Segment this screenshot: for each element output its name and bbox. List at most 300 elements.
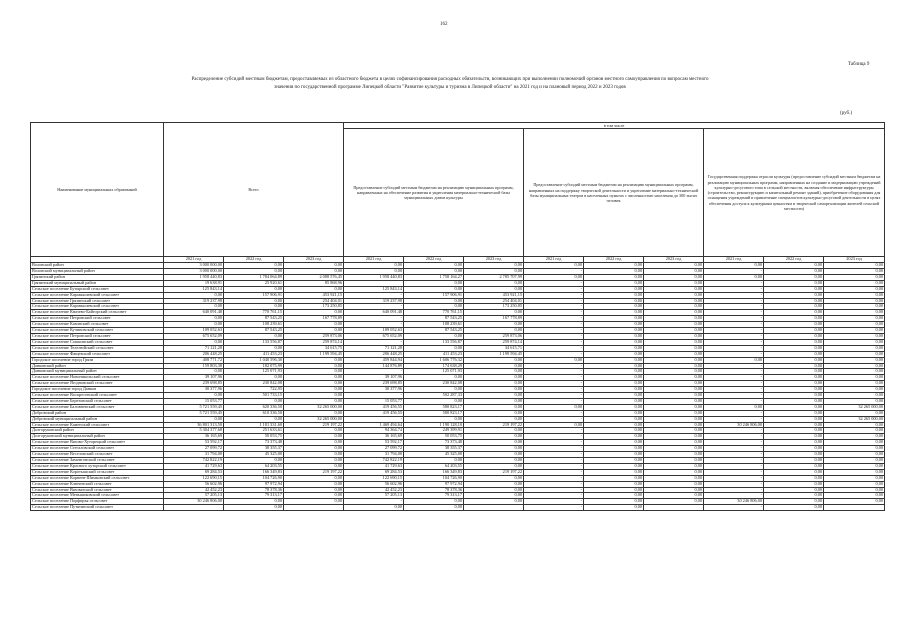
table-cell: - (704, 463, 764, 469)
table-cell: 0,00 (824, 428, 885, 434)
table-cell: 0,00 (464, 428, 524, 434)
table-cell: 0,00 (764, 357, 824, 363)
municipality-name: Сельское поселение Путятинский сельсовет (31, 505, 164, 511)
table-cell: 0,00 (824, 458, 885, 464)
table-cell: 251 633,61 (224, 428, 284, 434)
table-cell: 1 958 440,83 (164, 274, 224, 280)
table-cell: 0,00 (764, 328, 824, 334)
municipality-name: Долгоруковский район (31, 428, 164, 434)
table-cell: 0,00 (164, 369, 224, 375)
table-cell: - (524, 369, 584, 375)
municipality-name: Сельское поселение Ягодновский сельсовет (31, 381, 164, 387)
table-cell: 0,00 (764, 446, 824, 452)
table-cell: - (524, 505, 584, 511)
table-cell: - (704, 481, 764, 487)
table-cell: 0,00 (764, 422, 824, 428)
municipality-name: Данковский муниципальный район (31, 369, 164, 375)
table-cell: - (524, 428, 584, 434)
table-cell: 0,00 (404, 398, 464, 404)
table-cell: - (524, 387, 584, 393)
table-cell: 0,00 (284, 328, 344, 334)
table-cell: 0,00 (164, 339, 224, 345)
table-cell: 620 336,50 (224, 404, 284, 410)
table-cell: 30 246 806,00 (704, 499, 764, 505)
table-cell: 42 452,23 (344, 487, 404, 493)
table-cell: 0,00 (824, 387, 885, 393)
year-header: 2021 год (524, 257, 584, 263)
table-cell: 0,00 (644, 263, 704, 269)
table-cell: 104 726,90 (404, 475, 464, 481)
table-cell: 0,00 (584, 440, 644, 446)
table-cell: 0,00 (404, 499, 464, 505)
table-cell: 0,00 (224, 298, 284, 304)
municipality-name: Сельское поселение Петровский сельсовет (31, 316, 164, 322)
table-cell: - (704, 316, 764, 322)
table-cell: 770 761,15 (404, 310, 464, 316)
year-header: 2022 год (584, 257, 644, 263)
table-cell: 411 453,23 (404, 351, 464, 357)
table-cell: - (704, 328, 764, 334)
table-cell: 0,00 (824, 440, 885, 446)
table-cell: 0,00 (284, 499, 344, 505)
table-cell: 0,00 (644, 345, 704, 351)
table-cell: 0,00 (764, 387, 824, 393)
page-number: 162 (440, 22, 448, 27)
table-cell: 15 053,77 (344, 398, 404, 404)
municipality-name: Добровский район (31, 410, 164, 416)
table-cell: 0,00 (644, 369, 704, 375)
table-cell: 1 958 440,83 (344, 274, 404, 280)
table-cell: 0,00 (584, 422, 644, 428)
table-cell: 1 758 164,27 (404, 274, 464, 280)
table-cell: 5 304 377,68 (164, 428, 224, 434)
table-cell: - (524, 328, 584, 334)
table-cell: 69 284,53 (344, 469, 404, 475)
table-cell: - (344, 292, 404, 298)
table-cell: 0,00 (644, 298, 704, 304)
table-cell: 259 873,06 (284, 333, 344, 339)
table-cell: 133 556,87 (404, 339, 464, 345)
table-cell: - (524, 316, 584, 322)
table-cell: 0,00 (344, 505, 404, 511)
table-cell: 0,00 (344, 263, 404, 269)
document-title: Распределение субсидий местным бюджетам, предоставляемых из областного бюджета в целях софинансирования расходных обязательств, возникающих при выполнении полномочий органов местного самоуправления по вопросам местного значения по государственной программе Липецкой области "Развитие культуры и туризма в Липецкой области" на 2021 год и на плановый период 2022 и 2023 годов (191, 77, 709, 90)
table-cell: 0,00 (584, 387, 644, 393)
table-cell: 0,00 (464, 263, 524, 269)
table-cell: 0,00 (584, 487, 644, 493)
table-cell: 0,00 (584, 469, 644, 475)
table-cell: 0,00 (284, 487, 344, 493)
table-cell: 239 698,85 (164, 381, 224, 387)
table-cell: 0,00 (404, 263, 464, 269)
table-cell: - (524, 463, 584, 469)
year-header: 2023 год (284, 257, 344, 263)
table-cell: 0,00 (644, 292, 704, 298)
table-cell: - (344, 393, 404, 399)
table-cell: 34 615,71 (464, 345, 524, 351)
municipality-name: Сельское поселение Петровский сельсовет (31, 333, 164, 339)
municipality-name: Долгоруковский муниципальный район (31, 434, 164, 440)
table-cell: 0,00 (404, 387, 464, 393)
municipality-name: Грязинский муниципальный район (31, 280, 164, 286)
table-cell: 0,00 (224, 398, 284, 404)
table-cell: 0,00 (524, 263, 584, 269)
table-cell: 722,95 (224, 387, 284, 393)
table-cell: 0,00 (644, 269, 704, 275)
table-cell: - (524, 410, 584, 416)
table-cell: 0,00 (824, 363, 885, 369)
table-cell: - (704, 493, 764, 499)
table-cell: 0,00 (764, 440, 824, 446)
table-cell: 0,00 (644, 458, 704, 464)
table-cell: 0,00 (764, 481, 824, 487)
municipality-name: Городское поселение город Грязи (31, 357, 164, 363)
table-cell: 0,00 (824, 345, 885, 351)
table-cell: 71 121,28 (164, 345, 224, 351)
table-cell: 0,00 (224, 375, 284, 381)
table-cell: 0,00 (824, 381, 885, 387)
table-cell: - (524, 298, 584, 304)
table-cell: 0,00 (824, 263, 885, 269)
table-cell: 0,00 (584, 493, 644, 499)
table-cell: - (524, 434, 584, 440)
table-cell: 79 313,17 (224, 493, 284, 499)
table-cell: 0,00 (464, 410, 524, 416)
municipality-name: Сельское поселение Замонгонский сельсовет (31, 458, 164, 464)
table-cell: 230 842,08 (404, 381, 464, 387)
table-cell: 0,00 (764, 452, 824, 458)
table-cell: 31 794,00 (164, 452, 224, 458)
table-cell: 0,00 (824, 310, 885, 316)
table-cell: 453 921,15 (284, 292, 344, 298)
table-cell: 0,00 (824, 269, 885, 275)
table-cell: - (344, 499, 404, 505)
table-cell: 0,00 (584, 274, 644, 280)
table-cell: - (704, 322, 764, 328)
table-cell: - (524, 322, 584, 328)
table-cell: 0,00 (764, 499, 824, 505)
table-cell: 249 399,91 (404, 428, 464, 434)
table-cell: 0,00 (464, 393, 524, 399)
table-cell: - (524, 280, 584, 286)
table-cell: - (524, 469, 584, 475)
table-cell: 0,00 (764, 274, 824, 280)
table-cell: 239 698,85 (344, 381, 404, 387)
table-cell: 79 313,17 (404, 493, 464, 499)
table-cell: 0,00 (824, 292, 885, 298)
table-cell: 0,00 (464, 458, 524, 464)
table-cell: 0,00 (164, 322, 224, 328)
table-cell: 580 823,17 (404, 404, 464, 410)
table-cell: 15 053,77 (164, 398, 224, 404)
table-cell: 0,00 (284, 428, 344, 434)
year-header: 2023 год (464, 257, 524, 263)
table-cell: 0,00 (584, 463, 644, 469)
table-cell: 0,00 (824, 463, 885, 469)
municipality-name: Сельское поселение Казинский сельсовет (31, 322, 164, 328)
table-cell: 0,00 (464, 387, 524, 393)
table-cell: 157 906,91 (404, 292, 464, 298)
municipality-name: Сельское поселение Каменский сельсовет (31, 422, 164, 428)
table-cell: 25 920,61 (224, 280, 284, 286)
table-cell: 0,00 (224, 304, 284, 310)
table-cell: - (704, 505, 764, 511)
table-cell: 144 876,89 (344, 363, 404, 369)
table-cell: 0,00 (284, 387, 344, 393)
table-cell: 0,00 (644, 487, 704, 493)
table-cell: 0,00 (284, 493, 344, 499)
table-cell: 0,00 (164, 316, 224, 322)
table-cell: 0,00 (764, 339, 824, 345)
table-cell: 78 378,36 (404, 487, 464, 493)
header-total: Всего (164, 123, 344, 257)
header-in-that: в том числе (344, 123, 885, 129)
table-cell: 0,00 (464, 404, 524, 410)
table-cell: 0,00 (764, 322, 824, 328)
table-cell: 53 592,17 (344, 440, 404, 446)
table-cell: 0,00 (824, 328, 885, 334)
table-cell: 38 355,37 (224, 446, 284, 452)
table-cell: 453 921,15 (464, 292, 524, 298)
table-cell: 0,00 (704, 357, 764, 363)
table-cell: 167 778,89 (284, 316, 344, 322)
table-cell: 219 197,22 (464, 422, 524, 428)
table-cell: 0,00 (824, 481, 885, 487)
table-cell: 45 325,00 (224, 452, 284, 458)
table-cell: 0,00 (764, 475, 824, 481)
table-cell: 0,00 (464, 440, 524, 446)
table-number: Таблица 9 (848, 62, 870, 67)
header-col3: Государственная поддержка отрасли культуры (предоставление субсидий местным бюджетам на реализацию муниципальных программ, направленных на создание и модернизацию учреждений культурно-досугового типа в сельской местности, включая обеспечение инфраструктуры (строительство, реконструкцию и капитальный ремонт зданий), приобретение оборудования для оснащения учреждений и привлечение специалистов культурно-досуговой деятельности в целях обеспечения доступа к культурным ценностям и творческой самореализации жителей сельской местности) (704, 129, 885, 257)
table-cell: 73 373,48 (224, 440, 284, 446)
table-cell: 3 000 000,00 (164, 269, 224, 275)
table-cell: - (704, 310, 764, 316)
table-cell: 0,00 (584, 410, 644, 416)
table-cell: 166 349,83 (224, 469, 284, 475)
table-cell: 0,00 (464, 363, 524, 369)
table-cell: 254 404,01 (284, 298, 344, 304)
table-cell: - (344, 369, 404, 375)
table-cell: 85 868,96 (284, 280, 344, 286)
table-cell: 0,00 (584, 286, 644, 292)
table-cell: 69 284,53 (164, 469, 224, 475)
table-cell: 0,00 (644, 410, 704, 416)
table-cell: - (704, 416, 764, 422)
municipality-name: Сельское поселение Новоникольский сельсовет (31, 375, 164, 381)
table-cell: 32 265 000,00 (824, 404, 885, 410)
table-cell: 0,00 (224, 458, 284, 464)
year-header: 2022 год (404, 257, 464, 263)
table-cell: 0,00 (764, 404, 824, 410)
table-cell: 0,00 (284, 481, 344, 487)
table-cell: 0,00 (764, 292, 824, 298)
table-cell: 166 349,83 (404, 469, 464, 475)
table-cell: 0,00 (764, 369, 824, 375)
table-cell: 0,00 (284, 393, 344, 399)
year-header: 2023 год (644, 257, 704, 263)
table-cell: 0,00 (284, 363, 344, 369)
table-cell: 0,00 (284, 398, 344, 404)
table-cell: 2 785 707,99 (464, 274, 524, 280)
table-cell: 0,00 (644, 398, 704, 404)
table-cell: 53 592,17 (164, 440, 224, 446)
table-cell: 167 778,89 (464, 316, 524, 322)
table-cell: 219 197,22 (464, 469, 524, 475)
table-cell: 0,00 (344, 269, 404, 275)
table-cell: 0,00 (584, 434, 644, 440)
table-cell: 0,00 (584, 351, 644, 357)
municipality-name: Данковский район (31, 363, 164, 369)
table-cell: 0,00 (224, 333, 284, 339)
table-cell: 0,00 (824, 339, 885, 345)
table-cell: - (524, 345, 584, 351)
table-cell: 0,00 (584, 345, 644, 351)
table-cell: 502 287,33 (404, 393, 464, 399)
table-cell: - (344, 316, 404, 322)
table-cell: 32 265 000,00 (284, 416, 344, 422)
year-header: 2023 год (824, 257, 885, 263)
table-cell: 34 615,75 (284, 345, 344, 351)
table-cell: 0,00 (764, 351, 824, 357)
table-cell: 1 199 594,45 (284, 351, 344, 357)
table-cell: 0,00 (464, 375, 524, 381)
table-cell: 0,00 (224, 286, 284, 292)
table-cell: 0,00 (284, 263, 344, 269)
table-cell: - (524, 339, 584, 345)
table-cell: 0,00 (764, 393, 824, 399)
table-cell: - (524, 381, 584, 387)
table-cell: - (704, 292, 764, 298)
table-cell: 0,00 (824, 316, 885, 322)
table-cell: 0,00 (824, 398, 885, 404)
table-cell: 0,00 (824, 322, 885, 328)
table-cell: 0,00 (464, 493, 524, 499)
table-cell: - (524, 351, 584, 357)
table-cell: 0,00 (764, 493, 824, 499)
municipality-name: Сельское поселение Вязово-Хуторецкий сельсовет (31, 440, 164, 446)
table-cell: 19 638,91 (164, 280, 224, 286)
year-header: 2022 год (764, 257, 824, 263)
table-cell: - (704, 286, 764, 292)
table-cell: 0,00 (464, 475, 524, 481)
table-cell: - (704, 475, 764, 481)
table-cell: - (524, 499, 584, 505)
table-cell: 0,00 (824, 274, 885, 280)
table-cell: 0,00 (764, 345, 824, 351)
table-cell: 87 543,25 (224, 316, 284, 322)
table-cell (824, 505, 885, 511)
table-cell: 1 181 331,60 (224, 422, 284, 428)
table-cell: 109 052,63 (164, 328, 224, 334)
table-cell (284, 505, 344, 511)
table-cell: 0,00 (464, 398, 524, 404)
table-cell: 0,00 (284, 322, 344, 328)
table-cell: 0,00 (284, 475, 344, 481)
table-cell: 0,00 (284, 269, 344, 275)
table-cell: 0,00 (404, 269, 464, 275)
table-cell: 108 239,61 (404, 322, 464, 328)
table-cell: 125 071,93 (224, 369, 284, 375)
table-cell: 0,00 (584, 446, 644, 452)
year-header: 2021 год (704, 257, 764, 263)
table-cell: 0,00 (824, 452, 885, 458)
table-cell: 0,00 (644, 316, 704, 322)
table-cell: 0,00 (224, 416, 284, 422)
table-cell: 459 844,94 (344, 357, 404, 363)
table-cell: 0,00 (764, 505, 824, 511)
table-cell: 0,00 (284, 440, 344, 446)
table-cell: 0,00 (584, 363, 644, 369)
table-cell (644, 505, 704, 511)
municipality-name: Сельское поселение Стегаловский сельсовет (31, 446, 164, 452)
table-cell: 0,00 (464, 357, 524, 363)
table-cell: 0,00 (584, 452, 644, 458)
table-cell: 122 690,15 (164, 475, 224, 481)
table-cell: 64 203,55 (404, 463, 464, 469)
table-cell: 42 452,23 (164, 487, 224, 493)
table-cell: - (524, 310, 584, 316)
table-cell: 0,00 (644, 493, 704, 499)
table-cell: - (524, 446, 584, 452)
table-cell: 38 355,37 (404, 446, 464, 452)
municipality-name: Сельское поселение Телелюйский сельсовет (31, 345, 164, 351)
table-cell: 0,00 (764, 269, 824, 275)
table-cell: 0,00 (404, 333, 464, 339)
table-cell: 0,00 (824, 304, 885, 310)
table-cell: 41 729,63 (164, 463, 224, 469)
table-cell: 32 265 000,00 (824, 416, 885, 422)
table-cell: 0,00 (464, 416, 524, 422)
table-cell: 0,00 (464, 286, 524, 292)
table-cell: 0,00 (584, 499, 644, 505)
table-cell: 0,00 (284, 446, 344, 452)
table-cell: 0,00 (644, 304, 704, 310)
table-cell: - (704, 363, 764, 369)
table-cell: 182 075,99 (224, 363, 284, 369)
table-cell: 419 456,55 (344, 404, 404, 410)
table-cell: 419 456,55 (344, 410, 404, 416)
table-cell: - (704, 398, 764, 404)
table-cell: 0,00 (164, 304, 224, 310)
municipality-name: Сельское поселение Бутырский сельсовет (31, 286, 164, 292)
table-cell: 259 874,14 (464, 339, 524, 345)
table-cell: - (524, 363, 584, 369)
table-cell: 0,00 (764, 280, 824, 286)
municipality-name: Сельское поселение Вязоватский сельсовет (31, 487, 164, 493)
municipality-name: Сельское поселение Красного хуторский сельсовет (31, 463, 164, 469)
table-cell: 125 843,14 (344, 286, 404, 292)
table-cell: 0,00 (584, 398, 644, 404)
table-cell: 122 690,15 (344, 475, 404, 481)
table-cell: - (524, 304, 584, 310)
table-cell: 173 250,85 (464, 304, 524, 310)
table-cell: - (704, 351, 764, 357)
table-cell: 0,00 (764, 304, 824, 310)
table-cell: 30 246 806,00 (164, 499, 224, 505)
table-cell: 219 197,22 (284, 469, 344, 475)
table-cell: 0,00 (224, 345, 284, 351)
table-cell: 0,00 (464, 369, 524, 375)
table-cell: 31 794,00 (344, 452, 404, 458)
table-cell: - (704, 375, 764, 381)
table-cell: 742 822,19 (344, 458, 404, 464)
table-cell: - (524, 292, 584, 298)
table-cell: 32 265 000,00 (284, 404, 344, 410)
table-cell: - (704, 410, 764, 416)
table-cell: 0,00 (584, 316, 644, 322)
table-cell: - (704, 440, 764, 446)
year-header: 2022 год (224, 257, 284, 263)
